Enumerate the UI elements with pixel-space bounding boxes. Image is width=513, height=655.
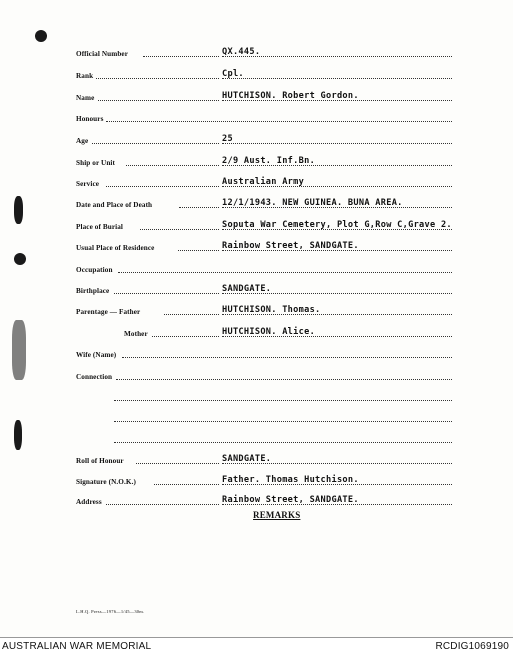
- footer-record-id: RCDIG1069190: [435, 641, 509, 652]
- value-line: [222, 78, 452, 79]
- row-address: [0, 490, 513, 508]
- connection-label: Connection: [76, 373, 113, 381]
- place-of-burial-value: Soputa War Cemetery, Plot G,Row C,Grave 2.: [222, 220, 452, 230]
- row-rank: [0, 64, 513, 82]
- leader-dots: [106, 504, 219, 505]
- mother-value: HUTCHISON. Alice.: [222, 327, 316, 337]
- name-label: Name: [76, 94, 95, 102]
- row-service: [0, 172, 513, 190]
- row-usual-residence: [0, 236, 513, 254]
- leader-dots: [114, 293, 219, 294]
- leader-dots: [179, 207, 219, 208]
- row-ship-or-unit: [0, 151, 513, 169]
- row-connection-blank: [0, 428, 513, 446]
- row-wife: [0, 343, 513, 361]
- mother-label: Mother: [124, 330, 148, 338]
- address-value: Rainbow Street, SANDGATE.: [222, 495, 359, 505]
- wife-label: Wife (Name): [76, 351, 117, 359]
- ship-or-unit-label: Ship or Unit: [76, 159, 116, 167]
- leader-dots: [140, 229, 219, 230]
- occupation-label: Occupation: [76, 266, 113, 274]
- birthplace-value: SANDGATE.: [222, 284, 272, 294]
- leader-dots: [136, 463, 219, 464]
- usual-residence-label: Usual Place of Residence: [76, 244, 155, 252]
- leader-dots: [92, 143, 219, 144]
- footer-bar: [0, 637, 513, 655]
- leader-dots: [164, 314, 219, 315]
- leader-dots: [178, 250, 219, 251]
- leader-dots: [98, 100, 219, 101]
- remarks-heading: REMARKS: [253, 510, 301, 520]
- leader-dots: [126, 165, 219, 166]
- row-birthplace: [0, 279, 513, 297]
- blank-line: [114, 400, 452, 401]
- leader-dots: [154, 484, 219, 485]
- row-place-of-burial: [0, 215, 513, 233]
- place-of-burial-label: Place of Burial: [76, 223, 124, 231]
- leader-dots: [122, 357, 452, 358]
- leader-dots: [96, 78, 219, 79]
- row-occupation: [0, 258, 513, 276]
- honours-label: Honours: [76, 115, 104, 123]
- row-name: [0, 86, 513, 104]
- official-number-value: QX.445.: [222, 47, 261, 57]
- row-date-place-death: [0, 193, 513, 211]
- roll-of-honour-value: SANDGATE.: [222, 454, 272, 464]
- official-number-label: Official Number: [76, 50, 129, 58]
- signature-value: Father. Thomas Hutchison.: [222, 475, 359, 485]
- leader-dots: [143, 56, 219, 57]
- punch-hole-mark: [35, 30, 47, 42]
- age-label: Age: [76, 137, 89, 145]
- row-father: [0, 300, 513, 318]
- service-value: Australian Army: [222, 177, 305, 187]
- leader-dots: [116, 379, 452, 380]
- leader-dots: [106, 121, 452, 122]
- printer-imprint: L.H.Q. Press—1976—1/45—30m.: [76, 609, 145, 614]
- row-connection: [0, 365, 513, 383]
- name-value: HUTCHISON. Robert Gordon.: [222, 91, 359, 101]
- row-connection-blank: [0, 407, 513, 425]
- row-honours: [0, 107, 513, 125]
- leader-dots: [152, 336, 219, 337]
- date-place-death-value: 12/1/1943. NEW GUINEA. BUNA AREA.: [222, 198, 403, 208]
- row-age: [0, 129, 513, 147]
- rank-value: Cpl.: [222, 69, 244, 79]
- row-signature: [0, 470, 513, 488]
- blank-line: [114, 442, 452, 443]
- row-roll-of-honour: [0, 449, 513, 467]
- footer-institution: AUSTRALIAN WAR MEMORIAL: [2, 641, 152, 652]
- service-label: Service: [76, 180, 100, 188]
- address-label: Address: [76, 498, 102, 506]
- leader-dots: [118, 272, 452, 273]
- rank-label: Rank: [76, 72, 94, 80]
- row-connection-blank: [0, 386, 513, 404]
- father-value: HUTCHISON. Thomas.: [222, 305, 321, 315]
- age-value: 25: [222, 134, 233, 144]
- value-line: [222, 143, 452, 144]
- blank-line: [114, 421, 452, 422]
- birthplace-label: Birthplace: [76, 287, 110, 295]
- usual-residence-value: Rainbow Street, SANDGATE.: [222, 241, 359, 251]
- roll-of-honour-label: Roll of Honour: [76, 457, 124, 465]
- father-label: Parentage — Father: [76, 308, 141, 316]
- date-place-death-label: Date and Place of Death: [76, 201, 153, 209]
- row-mother: [0, 322, 513, 340]
- signature-label: Signature (N.O.K.): [76, 478, 136, 486]
- leader-dots: [106, 186, 219, 187]
- ship-or-unit-value: 2/9 Aust. Inf.Bn.: [222, 156, 316, 166]
- row-official-number: [0, 42, 513, 60]
